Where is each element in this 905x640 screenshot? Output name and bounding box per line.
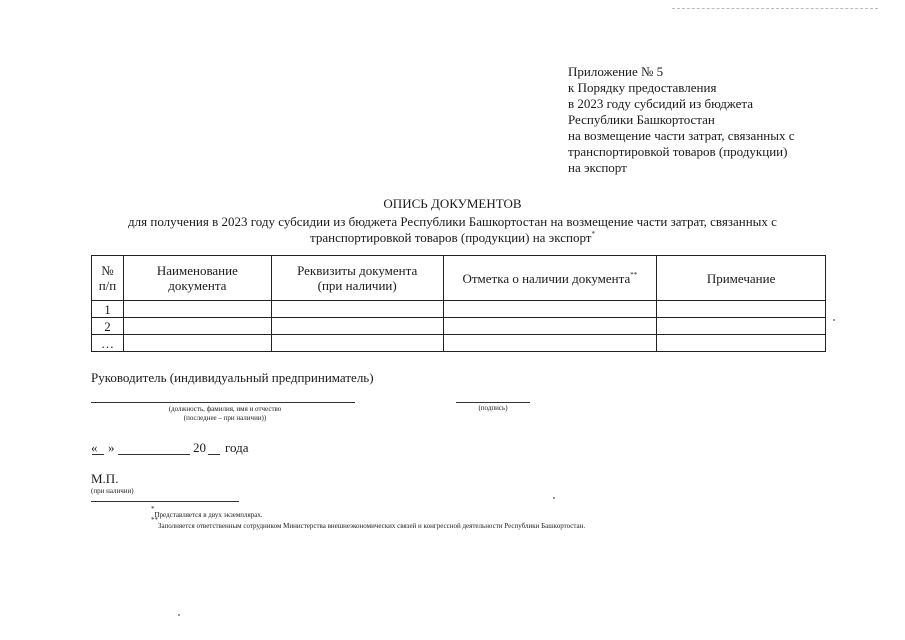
- subtitle-line-1: для получения в 2023 году субсидии из бюджета Республики Башкортостан на возмещение части затрат, связанных с: [128, 214, 777, 229]
- position-caption-line1: (должность, фамилия, имя и отчество: [168, 405, 282, 413]
- header-note: Примечание: [657, 256, 826, 301]
- table-row: [92, 318, 826, 335]
- stamp-caption: (при наличии): [91, 487, 134, 495]
- header-availability-mark: [443, 256, 657, 301]
- appendix-line: транспортировкой товаров (продукции): [568, 144, 788, 159]
- cell-note[interactable]: [657, 318, 826, 335]
- footnote-1-text: Представляется в двух экземплярах.: [154, 511, 263, 519]
- header-name-line1: Наименование: [156, 263, 238, 278]
- scan-speck: [553, 497, 555, 499]
- subtitle-line-2-text: транспортировкой товаров (продукции) на экспорт: [310, 230, 592, 245]
- footnote-2: [151, 516, 586, 531]
- footnote-2-text: Заполняется ответственным сотрудником Министерства внешнеэкономических связей и конгрессной деятельности Республики Башкортостан.: [158, 522, 586, 530]
- table-header-row: [92, 256, 826, 301]
- cell-document-name[interactable]: [123, 318, 271, 335]
- cell-document-name[interactable]: [123, 335, 271, 352]
- scan-speck: [833, 319, 835, 321]
- date-year-line[interactable]: [208, 454, 220, 455]
- header-mark-sup: **: [630, 270, 638, 279]
- appendix-header: [568, 64, 868, 176]
- header-document-name: [123, 256, 271, 301]
- appendix-line: Республики Башкортостан: [568, 112, 715, 127]
- header-requisites: [271, 256, 443, 301]
- cell-document-name[interactable]: [123, 301, 271, 318]
- scan-artifact-line: [672, 8, 878, 9]
- date-year-prefix: 20: [193, 440, 206, 455]
- table-row: [92, 335, 826, 352]
- cell-availability-mark[interactable]: [443, 318, 657, 335]
- header-number: [92, 256, 124, 301]
- scan-speck: [178, 614, 180, 616]
- row-number: 1: [92, 301, 124, 318]
- footnote-2-mark: **: [151, 516, 158, 524]
- stamp-label: М.П.: [91, 471, 119, 486]
- header-number-line1: №: [101, 263, 114, 278]
- appendix-line: к Порядку предоставления: [568, 80, 717, 95]
- date-month-line[interactable]: [118, 454, 190, 455]
- appendix-line: на экспорт: [568, 160, 627, 175]
- cell-note[interactable]: [657, 335, 826, 352]
- subtitle-line-2: [80, 230, 825, 246]
- header-req-line1: Реквизиты документа: [297, 263, 418, 278]
- footnote-1-mark: *: [151, 505, 155, 513]
- cell-requisites[interactable]: [271, 335, 443, 352]
- cell-availability-mark[interactable]: [443, 335, 657, 352]
- position-caption-line2: (последнее – при наличии)): [183, 414, 267, 422]
- header-req-line2: (при наличии): [317, 278, 397, 293]
- signature-caption: (подпись): [478, 404, 508, 412]
- appendix-line: в 2023 году субсидий из бюджета: [568, 96, 753, 111]
- footnote-mark: *: [591, 230, 595, 238]
- cell-note[interactable]: [657, 301, 826, 318]
- document-inventory-table: [91, 255, 826, 352]
- position-caption: [100, 405, 350, 423]
- date-close-quote: »: [108, 440, 115, 455]
- document-title: ОПИСЬ ДОКУМЕНТОВ: [383, 196, 522, 211]
- signature-line[interactable]: [456, 402, 530, 403]
- header-number-line2: п/п: [98, 278, 117, 293]
- cell-requisites[interactable]: [271, 301, 443, 318]
- footnote-1: [151, 505, 263, 520]
- footnote-separator: [91, 501, 239, 502]
- cell-requisites[interactable]: [271, 318, 443, 335]
- appendix-line: Приложение № 5: [568, 64, 664, 79]
- document-subtitle: [80, 214, 825, 246]
- table-row: [92, 301, 826, 318]
- head-label: Руководитель (индивидуальный предприниматель): [91, 370, 374, 385]
- header-mark-text: Отметка о наличии документа: [462, 270, 631, 286]
- row-number: …: [92, 335, 124, 352]
- row-number: 2: [92, 318, 124, 335]
- position-name-line[interactable]: [91, 402, 355, 403]
- date-open-quote: «: [91, 440, 98, 455]
- header-name-line2: документа: [168, 278, 227, 293]
- date-day-line[interactable]: [92, 454, 104, 455]
- appendix-line: на возмещение части затрат, связанных с: [568, 128, 795, 143]
- date-year-suffix: года: [225, 440, 249, 455]
- cell-availability-mark[interactable]: [443, 301, 657, 318]
